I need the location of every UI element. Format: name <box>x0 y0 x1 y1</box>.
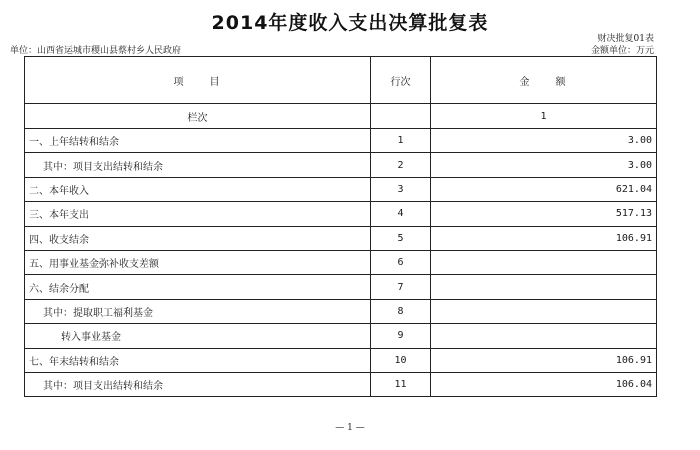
budget-table <box>24 56 657 397</box>
row-line: 8 <box>371 299 431 323</box>
row-amount: 621.04 <box>431 177 657 201</box>
row-amount: 3.00 <box>431 129 657 153</box>
row-item: 转入事业基金 <box>25 324 371 348</box>
row-item: 一、上年结转和结余 <box>25 129 371 153</box>
row-line: 11 <box>371 372 431 396</box>
row-line: 4 <box>371 202 431 226</box>
row-item: 其中：项目支出结转和结余 <box>25 153 371 177</box>
row-item: 二、本年收入 <box>25 177 371 201</box>
column-index-label: 栏次 <box>25 104 371 129</box>
page-number: — 1 — <box>335 423 365 433</box>
row-line: 6 <box>371 250 431 274</box>
row-amount: 106.91 <box>431 226 657 250</box>
row-amount <box>431 250 657 274</box>
column-index-amount: 1 <box>431 104 657 129</box>
row-item: 五、用事业基金弥补收支差额 <box>25 250 371 274</box>
row-amount: 3.00 <box>431 153 657 177</box>
row-amount: 517.13 <box>431 202 657 226</box>
row-line: 9 <box>371 324 431 348</box>
row-line: 1 <box>371 129 431 153</box>
table-row <box>25 324 657 348</box>
row-amount <box>431 324 657 348</box>
table-row <box>25 202 657 226</box>
table-row <box>25 177 657 201</box>
table-row <box>25 153 657 177</box>
table-row <box>25 275 657 299</box>
row-line: 3 <box>371 177 431 201</box>
row-item: 其中：项目支出结转和结余 <box>25 372 371 396</box>
row-line: 2 <box>371 153 431 177</box>
row-item: 三、本年支出 <box>25 202 371 226</box>
header-item: 项 目 <box>25 57 371 104</box>
row-item: 六、结余分配 <box>25 275 371 299</box>
row-item: 四、收支结余 <box>25 226 371 250</box>
row-amount <box>431 299 657 323</box>
table-row <box>25 372 657 396</box>
row-amount <box>431 275 657 299</box>
table-row <box>25 348 657 372</box>
report-title: 2014年度收入支出决算批复表 <box>211 12 489 34</box>
row-item: 其中：提取职工福利基金 <box>25 299 371 323</box>
row-line: 5 <box>371 226 431 250</box>
column-index-row <box>25 104 657 129</box>
table-row <box>25 299 657 323</box>
form-code: 财决批复01表 <box>597 34 654 44</box>
row-item: 七、年末结转和结余 <box>25 348 371 372</box>
row-amount: 106.91 <box>431 348 657 372</box>
amount-unit: 金额单位：万元 <box>590 46 654 56</box>
row-amount: 106.04 <box>431 372 657 396</box>
row-line: 10 <box>371 348 431 372</box>
column-index-line-empty <box>371 104 431 129</box>
table-row <box>25 226 657 250</box>
header-amount: 金 额 <box>431 57 657 104</box>
row-line: 7 <box>371 275 431 299</box>
header-line: 行次 <box>371 57 431 104</box>
table-row <box>25 250 657 274</box>
table-header-row <box>25 57 657 104</box>
reporting-unit: 单位：山西省运城市稷山县蔡村乡人民政府 <box>10 46 182 56</box>
table-row <box>25 129 657 153</box>
